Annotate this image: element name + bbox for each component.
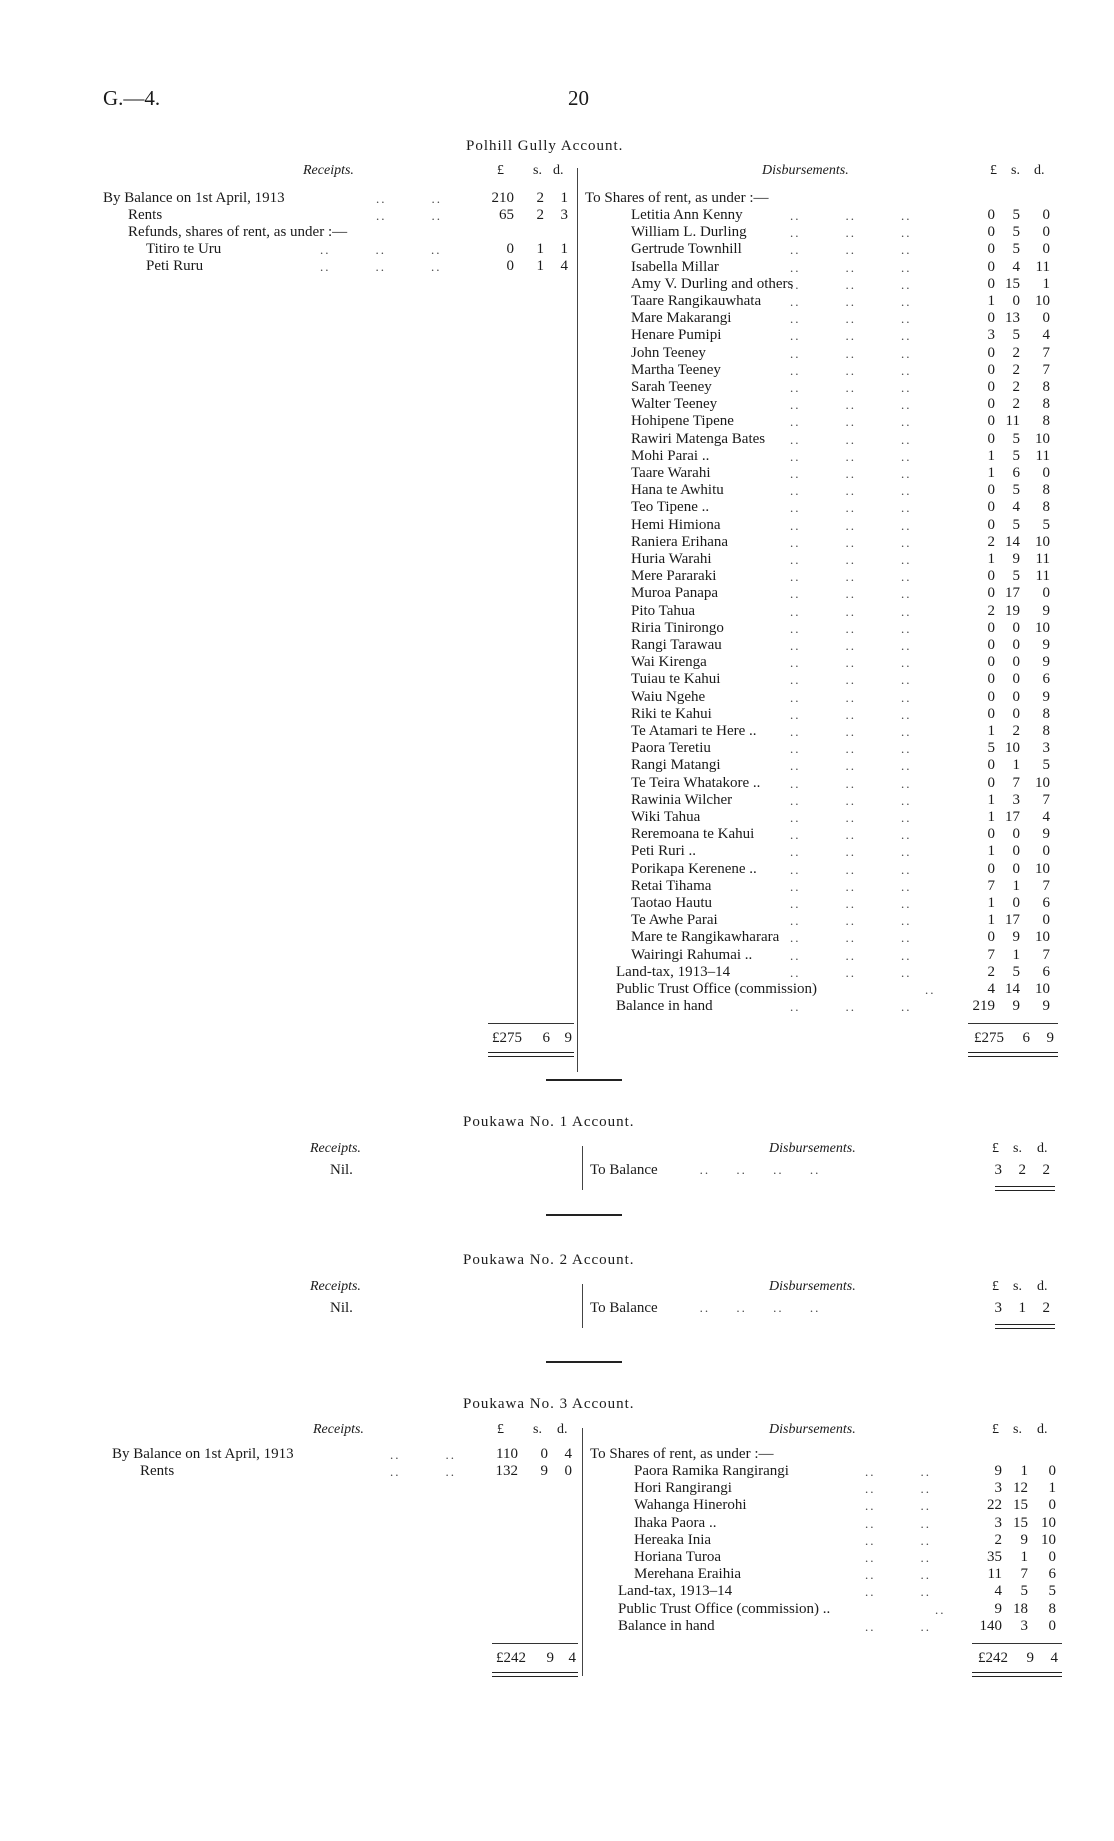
polhill-payee-name: Porikapa Kerenene ..	[631, 860, 757, 877]
poukawa2-pence-head: d.	[1037, 1279, 1048, 1294]
polhill-payee-name: Reremoana te Kahui	[631, 826, 755, 843]
polhill-payee-name: Taare Warahi	[631, 465, 711, 481]
polhill-payee-name: Te Teira Whatakore ..	[631, 774, 761, 791]
polhill-payee-name: Gertrude Townhill	[631, 241, 742, 258]
poukawa3-payee-name: Ihaka Paora ..	[634, 1514, 717, 1531]
leader-dots: .. .. ..	[790, 896, 912, 911]
polhill-payee-name: Mere Pararaki	[631, 568, 717, 585]
poukawa1-receipts-head: Receipts.	[310, 1141, 361, 1156]
leader-dots: .. ..	[865, 1498, 931, 1514]
poukawa3-receipt-label: By Balance on 1st April, 1913	[112, 1446, 294, 1462]
poukawa2-to-balance: To Balance .. .. .. ..	[590, 1300, 821, 1316]
poukawa2-title: Poukawa No. 2 Account.	[463, 1252, 635, 1268]
leader-dots: .. .. ..	[790, 689, 912, 705]
leader-dots: .. ..	[865, 1481, 931, 1497]
leader-dots: .. .. ..	[790, 466, 912, 481]
poukawa3-payee-name: Horiana Turoa	[634, 1549, 722, 1565]
poukawa3-disb-intro: To Shares of rent, as under :—	[590, 1446, 774, 1462]
leader-dots: .. .. ..	[790, 741, 912, 757]
polhill-payee-name: Sarah Teeney	[631, 379, 712, 395]
polhill-pence-head-r: d.	[1034, 163, 1045, 178]
leader-dots: .. .. ..	[790, 878, 912, 894]
polhill-payee-name: Paora Teretiu	[631, 740, 711, 757]
leader-dots: .. .. ..	[790, 724, 912, 739]
leader-dots: .. ..	[390, 1464, 456, 1479]
leader-dots: .. .. ..	[790, 827, 912, 843]
leader-dots: .. .. ..	[790, 414, 912, 430]
polhill-shilling-head: s.	[533, 163, 542, 178]
polhill-payee-name: Wiki Tahua	[631, 809, 701, 825]
leader-dots: .. .. ..	[790, 534, 912, 550]
polhill-payee-name: Pito Tahua	[631, 602, 696, 619]
leader-dots: .. .. ..	[790, 517, 912, 533]
polhill-payee-name: Mare Makarangi	[631, 310, 732, 327]
leader-dots: ..	[925, 982, 936, 997]
leader-dots: .. ..	[865, 1532, 931, 1548]
polhill-pound-head: £	[497, 163, 504, 178]
leader-dots: .. .. ..	[790, 586, 912, 602]
polhill-payee-name: Muroa Panapa	[631, 585, 719, 602]
leader-dots: .. .. ..	[790, 225, 912, 241]
polhill-receipt-label: By Balance on 1st April, 1913	[103, 190, 285, 206]
poukawa3-pence-head-r: d.	[1037, 1422, 1048, 1437]
leader-dots: .. .. ..	[790, 964, 912, 980]
polhill-payee-name: Taare Rangikauwhata	[631, 293, 762, 309]
polhill-payee-name: Letitia Ann Kenny	[631, 207, 743, 223]
leader-dots: .. .. ..	[790, 569, 912, 585]
polhill-disb-other-name: Land-tax, 1913–14	[616, 963, 731, 980]
polhill-disb-head: Disbursements.	[762, 163, 849, 178]
leader-dots: .. .. ..	[790, 655, 912, 671]
leader-dots: .. .. ..	[790, 999, 912, 1015]
leader-dots: .. .. ..	[790, 500, 912, 516]
leader-dots: .. ..	[376, 208, 442, 223]
polhill-total-dbl-right	[968, 1052, 1058, 1057]
polhill-receipt-label: Titiro te Uru	[146, 241, 222, 257]
poukawa2-pound-head: £	[992, 1279, 999, 1294]
poukawa1-title: Poukawa No. 1 Account.	[463, 1114, 635, 1130]
polhill-payee-name: John Teeney	[631, 344, 706, 361]
poukawa3-disb-other-name: Land-tax, 1913–14	[618, 1583, 733, 1600]
leader-dots: .. .. ..	[790, 844, 912, 860]
poukawa3-pound-head-r: £	[992, 1422, 999, 1437]
leader-dots: .. .. ..	[320, 242, 442, 257]
poukawa2-shilling-head: s.	[1013, 1279, 1022, 1294]
leader-dots: .. .. ..	[790, 552, 912, 567]
polhill-payee-name: Teo Tipene ..	[631, 499, 710, 516]
leader-dots: .. .. ..	[790, 242, 912, 258]
polhill-payee-name: Te Awhe Parai	[631, 912, 718, 929]
leader-dots: ..	[935, 1601, 946, 1617]
poukawa2-receipts-nil: Nil.	[330, 1300, 353, 1316]
poukawa3-payee-name: Merehana Eraihia	[634, 1566, 742, 1583]
polhill-disb-other-name: Public Trust Office (commission)	[616, 981, 817, 997]
polhill-shilling-head-r: s.	[1011, 163, 1020, 178]
leader-dots: .. .. ..	[790, 431, 912, 447]
leader-dots: .. ..	[865, 1618, 931, 1634]
polhill-payee-name: Riki te Kahui	[631, 705, 712, 722]
polhill-divider	[577, 168, 578, 1072]
poukawa2-disb-head: Disbursements.	[769, 1279, 856, 1294]
leader-dots: .. .. ..	[790, 810, 912, 825]
polhill-disb-other-name: Balance in hand	[616, 998, 713, 1015]
poukawa3-receipt-label: Rents	[140, 1463, 175, 1479]
poukawa3-divider	[582, 1428, 583, 1676]
polhill-receipts-head: Receipts.	[303, 163, 354, 178]
polhill-payee-name: Hemi Himiona	[631, 516, 721, 533]
poukawa1-pence-head: d.	[1037, 1141, 1048, 1156]
poukawa2-divider	[582, 1284, 583, 1328]
page-number: 20	[568, 86, 589, 110]
polhill-title: Polhill Gully Account.	[466, 138, 624, 154]
polhill-total-rule-left	[488, 1023, 574, 1024]
polhill-payee-name: Rangi Tarawau	[631, 637, 722, 653]
polhill-receipt-label: Refunds, shares of rent, as under :—	[128, 224, 348, 240]
polhill-payee-name: Walter Teeney	[631, 396, 718, 413]
polhill-pence-head: d.	[553, 163, 564, 178]
polhill-payee-name: Martha Teeney	[631, 361, 721, 378]
page-code: G.—4.	[103, 86, 161, 110]
leader-dots: .. .. ..	[790, 294, 912, 309]
leader-dots: .. .. ..	[790, 311, 912, 327]
section-separator	[546, 1079, 622, 1081]
polhill-pound-head-r: £	[990, 163, 997, 178]
leader-dots: .. .. ..	[790, 758, 912, 774]
poukawa3-disb-head: Disbursements.	[769, 1422, 856, 1437]
poukawa3-pound-head: £	[497, 1422, 504, 1437]
leader-dots: .. ..	[865, 1464, 931, 1479]
leader-dots: .. .. ..	[790, 345, 912, 361]
polhill-payee-name: Riria Tinirongo	[631, 619, 724, 636]
leader-dots: .. .. ..	[790, 947, 912, 963]
poukawa3-total-dbl-right	[972, 1672, 1062, 1677]
polhill-payee-name: Isabella Millar	[631, 258, 719, 275]
leader-dots: .. .. ..	[790, 397, 912, 413]
poukawa1-receipts-nil: Nil.	[330, 1162, 353, 1178]
poukawa3-total-rule-right	[972, 1643, 1062, 1644]
polhill-payee-name: Tuiau te Kahui	[631, 671, 721, 688]
leader-dots: .. .. ..	[790, 448, 912, 464]
poukawa3-total-rule-left	[492, 1643, 578, 1644]
polhill-total-dbl-left	[488, 1052, 574, 1057]
poukawa3-shilling-head-r: s.	[1013, 1422, 1022, 1437]
polhill-payee-name: Taotao Hautu	[631, 895, 713, 911]
leader-dots: .. .. ..	[790, 603, 912, 619]
polhill-payee-name: Hohipene Tipene	[631, 413, 734, 430]
polhill-payee-name: Rawinia Wilcher	[631, 791, 733, 808]
poukawa3-payee-name: Paora Ramika Rangirangi	[634, 1463, 789, 1479]
leader-dots: .. .. ..	[320, 259, 442, 274]
leader-dots: .. .. ..	[790, 483, 912, 499]
leader-dots: .. .. ..	[790, 638, 912, 653]
polhill-disb-intro: To Shares of rent, as under :—	[585, 190, 769, 206]
leader-dots: .. .. ..	[790, 208, 912, 223]
poukawa3-total-dbl-left	[492, 1672, 578, 1677]
polhill-payee-name: Henare Pumipi	[631, 327, 722, 344]
poukawa3-disb-other-name: Public Trust Office (commission) ..	[618, 1600, 831, 1617]
leader-dots: .. .. ..	[790, 861, 912, 877]
leader-dots: .. .. ..	[790, 913, 912, 929]
polhill-total-rule-right	[968, 1023, 1058, 1024]
polhill-payee-name: Te Atamari te Here ..	[631, 723, 757, 739]
section-separator	[546, 1361, 622, 1363]
polhill-payee-name: Peti Ruri ..	[631, 843, 697, 860]
leader-dots: .. .. ..	[790, 362, 912, 378]
poukawa1-divider	[582, 1146, 583, 1190]
leader-dots: .. ..	[865, 1567, 931, 1583]
poukawa1-dbl-rule	[995, 1186, 1055, 1191]
polhill-payee-name: Wai Kirenga	[631, 654, 707, 671]
leader-dots: .. .. ..	[790, 276, 912, 292]
leader-dots: .. .. ..	[790, 672, 912, 688]
poukawa1-pound-head: £	[992, 1141, 999, 1156]
polhill-payee-name: Rawiri Matenga Bates	[631, 430, 766, 447]
leader-dots: .. .. ..	[790, 259, 912, 275]
leader-dots: .. ..	[865, 1550, 931, 1565]
leader-dots: .. ..	[390, 1447, 456, 1462]
polhill-receipt-label: Rents	[128, 207, 163, 223]
leader-dots: .. .. ..	[790, 930, 912, 946]
poukawa2-dbl-rule	[995, 1324, 1055, 1329]
polhill-receipt-label: Peti Ruru	[146, 258, 204, 274]
polhill-payee-name: Retai Tihama	[631, 877, 712, 894]
polhill-payee-name: Waiu Ngehe	[631, 688, 706, 705]
poukawa3-payee-name: Hori Rangirangi	[634, 1480, 732, 1497]
polhill-payee-name: Huria Warahi	[631, 551, 712, 567]
polhill-payee-name: Wairingi Rahumai ..	[631, 946, 753, 963]
polhill-payee-name: Mare te Rangikawharara	[631, 929, 780, 946]
leader-dots: .. .. ..	[790, 792, 912, 808]
polhill-payee-name: William L. Durling	[631, 224, 747, 241]
leader-dots: .. .. ..	[790, 328, 912, 344]
leader-dots: .. ..	[865, 1584, 931, 1600]
leader-dots: .. ..	[376, 191, 442, 206]
poukawa1-to-balance: To Balance .. .. .. ..	[590, 1162, 821, 1178]
poukawa3-disb-other-name: Balance in hand	[618, 1617, 715, 1634]
leader-dots: .. .. ..	[790, 620, 912, 636]
poukawa3-pence-head: d.	[557, 1422, 568, 1437]
poukawa3-receipts-head: Receipts.	[313, 1422, 364, 1437]
leader-dots: .. .. ..	[790, 380, 912, 395]
leader-dots: .. .. ..	[790, 706, 912, 722]
section-separator	[546, 1214, 622, 1216]
poukawa2-receipts-head: Receipts.	[310, 1279, 361, 1294]
polhill-payee-name: Raniera Erihana	[631, 533, 729, 550]
polhill-payee-name: Rangi Matangi	[631, 757, 721, 774]
poukawa1-disb-head: Disbursements.	[769, 1141, 856, 1156]
poukawa3-payee-name: Hereaka Inia	[634, 1531, 712, 1548]
leader-dots: .. ..	[865, 1515, 931, 1531]
polhill-payee-name: Amy V. Durling and others	[631, 275, 794, 292]
polhill-payee-name: Mohi Parai ..	[631, 447, 710, 464]
poukawa3-title: Poukawa No. 3 Account.	[463, 1396, 635, 1412]
poukawa3-payee-name: Wahanga Hinerohi	[634, 1497, 747, 1514]
leader-dots: .. .. ..	[790, 775, 912, 791]
poukawa3-shilling-head: s.	[533, 1422, 542, 1437]
poukawa1-shilling-head: s.	[1013, 1141, 1022, 1156]
polhill-payee-name: Hana te Awhitu	[631, 482, 724, 499]
